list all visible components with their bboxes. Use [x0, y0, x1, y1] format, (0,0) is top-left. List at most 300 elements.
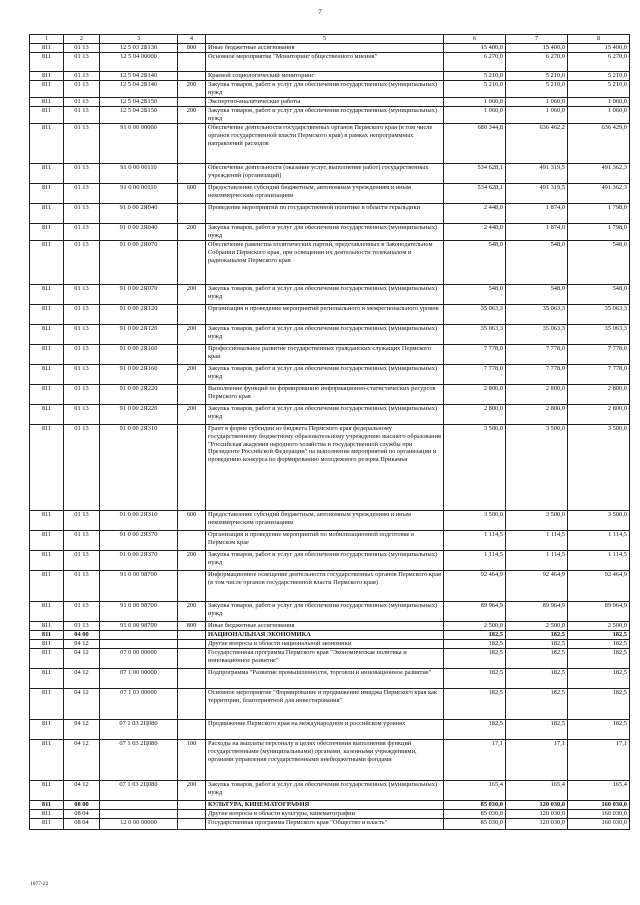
amount-year3-cell: 2 800,0	[568, 385, 630, 405]
amount-year1-cell: 2 800,0	[444, 385, 506, 405]
item-name-cell: Закупка товаров, работ и услуг для обеспечения государственных (муниципальных) нужд	[206, 224, 444, 241]
target-article-cell: 12 5 03 2Б130	[100, 44, 178, 53]
amount-year1-cell: 3 500,0	[444, 425, 506, 511]
expense-type-cell	[178, 72, 206, 81]
table-row	[30, 285, 630, 305]
column-header: 6	[444, 35, 506, 44]
amount-year2-cell: 548,0	[506, 285, 568, 305]
expense-type-cell	[178, 204, 206, 224]
item-name-cell: Закупка товаров, работ и услуг для обеспечения государственных (муниципальных) нужд	[206, 405, 444, 425]
amount-year1-cell: 165,4	[444, 781, 506, 801]
amount-year2-cell: 120 030,0	[506, 810, 568, 819]
ministry-code-cell: 811	[30, 365, 64, 385]
ministry-code-cell: 811	[30, 81, 64, 98]
expense-type-cell	[178, 669, 206, 689]
expense-type-cell	[178, 720, 206, 740]
amount-year2-cell: 35 063,3	[506, 305, 568, 325]
item-name-cell: Предоставление субсидий бюджетным, автономным учреждениям и иным некоммерческим организациям	[206, 184, 444, 204]
ministry-code-cell: 811	[30, 602, 64, 622]
expense-type-cell	[178, 241, 206, 285]
section-code-cell: 01 13	[64, 425, 100, 511]
amount-year3-cell: 35 063,3	[568, 325, 630, 345]
section-code-cell: 01 13	[64, 164, 100, 184]
target-article-cell: 91 0 00 2Я120	[100, 325, 178, 345]
page-number: 7	[318, 8, 322, 16]
amount-year2-cell: 1 874,0	[506, 204, 568, 224]
section-code-cell: 01 13	[64, 325, 100, 345]
expense-type-cell: 200	[178, 781, 206, 801]
amount-year3-cell: 2 800,0	[568, 405, 630, 425]
amount-year1-cell: 3 500,0	[444, 511, 506, 531]
ministry-code-cell: 811	[30, 425, 64, 511]
item-name-cell: Организация и проведение мероприятий регионального и межрегионального уровня	[206, 305, 444, 325]
target-article-cell: 07 1 03 2Ц080	[100, 740, 178, 781]
table-row	[30, 622, 630, 631]
amount-year2-cell: 2 500,0	[506, 622, 568, 631]
amount-year1-cell: 1 114,5	[444, 531, 506, 551]
amount-year3-cell: 3 500,0	[568, 425, 630, 511]
column-header: 5	[206, 35, 444, 44]
target-article-cell: 07 1 00 00000	[100, 669, 178, 689]
target-article-cell: 12 5 04 00000	[100, 53, 178, 72]
table-row	[30, 801, 630, 810]
ministry-code-cell: 811	[30, 531, 64, 551]
item-name-cell: Выполнение функций по формированию информационно-статистических ресурсов Пермского края	[206, 385, 444, 405]
table-row	[30, 44, 630, 53]
amount-year1-cell: 182,5	[444, 720, 506, 740]
amount-year3-cell: 5 210,0	[568, 72, 630, 81]
expense-type-cell	[178, 385, 206, 405]
amount-year1-cell: 6 270,0	[444, 53, 506, 72]
amount-year1-cell: 7 778,0	[444, 365, 506, 385]
target-article-cell: 91 0 00 2Я070	[100, 285, 178, 305]
amount-year1-cell: 15 400,0	[444, 44, 506, 53]
ministry-code-cell: 811	[30, 781, 64, 801]
ministry-code-cell: 811	[30, 44, 64, 53]
amount-year3-cell: 7 778,0	[568, 365, 630, 385]
target-article-cell: 91 0 00 00110	[100, 164, 178, 184]
amount-year2-cell: 3 500,0	[506, 511, 568, 531]
amount-year1-cell: 182,5	[444, 640, 506, 649]
amount-year2-cell: 548,0	[506, 241, 568, 285]
table-header-row	[30, 35, 630, 44]
amount-year2-cell: 120 030,0	[506, 819, 568, 830]
amount-year1-cell: 182,5	[444, 649, 506, 669]
expense-type-cell	[178, 801, 206, 810]
section-code-cell: 01 13	[64, 365, 100, 385]
amount-year3-cell: 548,0	[568, 285, 630, 305]
amount-year3-cell: 35 063,3	[568, 305, 630, 325]
section-code-cell: 01 13	[64, 184, 100, 204]
expense-type-cell	[178, 425, 206, 511]
item-name-cell: Экспертно-аналитические работы	[206, 98, 444, 107]
amount-year1-cell: 85 030,0	[444, 810, 506, 819]
amount-year1-cell: 5 210,0	[444, 81, 506, 98]
amount-year3-cell: 1 798,0	[568, 224, 630, 241]
section-code-cell: 08 04	[64, 819, 100, 830]
target-article-cell	[100, 801, 178, 810]
target-article-cell: 91 0 00 00110	[100, 184, 178, 204]
expense-type-cell: 200	[178, 325, 206, 345]
target-article-cell: 91 0 00 98700	[100, 571, 178, 602]
target-article-cell: 91 0 00 2Я120	[100, 305, 178, 325]
expense-type-cell: 100	[178, 740, 206, 781]
column-header: 8	[568, 35, 630, 44]
amount-year1-cell: 182,5	[444, 631, 506, 640]
item-name-cell: КУЛЬТУРА, КИНЕМАТОГРАФИЯ	[206, 801, 444, 810]
amount-year3-cell: 17,1	[568, 740, 630, 781]
ministry-code-cell: 811	[30, 801, 64, 810]
expense-type-cell	[178, 53, 206, 72]
expense-type-cell	[178, 631, 206, 640]
ministry-code-cell: 811	[30, 285, 64, 305]
amount-year2-cell: 3 500,0	[506, 425, 568, 511]
table-row	[30, 740, 630, 781]
amount-year1-cell: 17,1	[444, 740, 506, 781]
amount-year2-cell: 120 030,0	[506, 801, 568, 810]
amount-year2-cell: 182,5	[506, 649, 568, 669]
target-article-cell: 12 5 04 2Б140	[100, 81, 178, 98]
table-row	[30, 385, 630, 405]
table-row	[30, 72, 630, 81]
section-code-cell: 01 13	[64, 204, 100, 224]
section-code-cell: 01 13	[64, 345, 100, 365]
amount-year3-cell: 92 464,9	[568, 571, 630, 602]
item-name-cell: Краевой социологический мониторинг	[206, 72, 444, 81]
target-article-cell: 07 1 03 2Ц080	[100, 720, 178, 740]
target-article-cell: 12 0 00 00000	[100, 819, 178, 830]
table-row	[30, 602, 630, 622]
amount-year1-cell: 7 778,0	[444, 345, 506, 365]
item-name-cell: Основное мероприятие "Мониторинг общественного мнения"	[206, 53, 444, 72]
column-header: 2	[64, 35, 100, 44]
table-row	[30, 224, 630, 241]
table-row	[30, 325, 630, 345]
section-code-cell: 01 13	[64, 224, 100, 241]
target-article-cell: 91 0 00 00000	[100, 124, 178, 164]
table-row	[30, 531, 630, 551]
section-code-cell: 08 04	[64, 810, 100, 819]
amount-year1-cell: 2 500,0	[444, 622, 506, 631]
item-name-cell: Закупка товаров, работ и услуг для обеспечения государственных (муниципальных) нужд	[206, 551, 444, 571]
table-row	[30, 669, 630, 689]
ministry-code-cell: 811	[30, 405, 64, 425]
section-code-cell: 01 13	[64, 44, 100, 53]
amount-year1-cell: 5 210,0	[444, 72, 506, 81]
amount-year2-cell: 1 060,0	[506, 98, 568, 107]
amount-year1-cell: 2 800,0	[444, 405, 506, 425]
section-code-cell: 01 13	[64, 285, 100, 305]
amount-year3-cell: 636 429,0	[568, 124, 630, 164]
document-code: 1077-22	[30, 881, 49, 887]
item-name-cell: Обеспечение равенства политических партий, представленных в Законодательном Собрании Пермского края, при освещении их деятельности телеканалом и радиоканалом Пермского края	[206, 241, 444, 285]
section-code-cell: 01 13	[64, 53, 100, 72]
section-code-cell: 01 13	[64, 571, 100, 602]
expense-type-cell	[178, 124, 206, 164]
amount-year2-cell: 182,5	[506, 689, 568, 720]
amount-year3-cell: 491 362,3	[568, 184, 630, 204]
amount-year1-cell: 35 063,3	[444, 325, 506, 345]
table-row	[30, 184, 630, 204]
expense-type-cell	[178, 164, 206, 184]
target-article-cell	[100, 810, 178, 819]
target-article-cell	[100, 640, 178, 649]
amount-year2-cell: 165,4	[506, 781, 568, 801]
table-row	[30, 164, 630, 184]
table-row	[30, 345, 630, 365]
table-row	[30, 810, 630, 819]
target-article-cell: 91 0 00 2Я040	[100, 224, 178, 241]
table-row	[30, 53, 630, 72]
expense-type-cell: 200	[178, 107, 206, 124]
ministry-code-cell: 811	[30, 740, 64, 781]
ministry-code-cell: 811	[30, 241, 64, 285]
amount-year3-cell: 1 114,5	[568, 551, 630, 571]
ministry-code-cell: 811	[30, 124, 64, 164]
target-article-cell: 91 0 00 98700	[100, 622, 178, 631]
ministry-code-cell: 811	[30, 720, 64, 740]
column-header: 3	[100, 35, 178, 44]
expense-type-cell: 200	[178, 405, 206, 425]
ministry-code-cell: 811	[30, 325, 64, 345]
expense-type-cell	[178, 649, 206, 669]
section-code-cell: 01 13	[64, 405, 100, 425]
ministry-code-cell: 811	[30, 204, 64, 224]
ministry-code-cell: 811	[30, 622, 64, 631]
section-code-cell: 01 13	[64, 124, 100, 164]
ministry-code-cell: 811	[30, 551, 64, 571]
target-article-cell: 91 0 00 2Я370	[100, 531, 178, 551]
expense-type-cell	[178, 689, 206, 720]
item-name-cell: Иные бюджетные ассигнования	[206, 44, 444, 53]
amount-year2-cell: 182,5	[506, 720, 568, 740]
expense-type-cell: 600	[178, 184, 206, 204]
section-code-cell: 04 12	[64, 689, 100, 720]
amount-year1-cell: 680 344,8	[444, 124, 506, 164]
amount-year1-cell: 2 448,0	[444, 224, 506, 241]
table-row	[30, 631, 630, 640]
amount-year3-cell: 182,5	[568, 649, 630, 669]
amount-year1-cell: 534 628,1	[444, 184, 506, 204]
table-row	[30, 640, 630, 649]
target-article-cell: 91 0 00 2Я040	[100, 204, 178, 224]
section-code-cell: 01 13	[64, 305, 100, 325]
section-code-cell: 01 13	[64, 385, 100, 405]
target-article-cell: 91 0 00 2Я220	[100, 385, 178, 405]
expense-type-cell: 200	[178, 551, 206, 571]
item-name-cell: Закупка товаров, работ и услуг для обеспечения государственных (муниципальных) нужд	[206, 602, 444, 622]
amount-year1-cell: 534 628,1	[444, 164, 506, 184]
amount-year2-cell: 182,5	[506, 631, 568, 640]
ministry-code-cell: 811	[30, 107, 64, 124]
item-name-cell: Расходы на выплаты персоналу в целях обеспечения выполнения функций государственными (муниципальными) органами, казенными учреждениями, органами управления государственными внебюджетными фондами	[206, 740, 444, 781]
amount-year3-cell: 6 270,0	[568, 53, 630, 72]
amount-year1-cell: 1 114,5	[444, 551, 506, 571]
amount-year1-cell: 85 030,0	[444, 819, 506, 830]
amount-year3-cell: 89 964,9	[568, 602, 630, 622]
item-name-cell: Грант в форме субсидии из бюджета Пермского края федеральному государственному бюджетному образовательному учреждению высшего образования "Российская академия народного хозяйства и государственной службы при Президенте Российской Федерации" на выполнение мероприятий по организации и проведению конкурса по формированию молодежного резерва Прикамья	[206, 425, 444, 511]
table-row	[30, 819, 630, 830]
target-article-cell: 07 1 03 00000	[100, 689, 178, 720]
amount-year2-cell: 89 964,9	[506, 602, 568, 622]
amount-year1-cell: 548,0	[444, 241, 506, 285]
ministry-code-cell: 811	[30, 224, 64, 241]
amount-year3-cell: 1 060,0	[568, 107, 630, 124]
expense-type-cell: 200	[178, 224, 206, 241]
expense-type-cell: 600	[178, 511, 206, 531]
column-header: 4	[178, 35, 206, 44]
table-row	[30, 107, 630, 124]
item-name-cell: Закупка товаров, работ и услуг для обеспечения государственных (муниципальных) нужд	[206, 325, 444, 345]
table-row	[30, 81, 630, 98]
amount-year1-cell: 85 030,0	[444, 801, 506, 810]
ministry-code-cell: 811	[30, 649, 64, 669]
item-name-cell: Основное мероприятие "Формирование и продвижение имиджа Пермского края как территории, благоприятной для инвестирования"	[206, 689, 444, 720]
amount-year2-cell: 17,1	[506, 740, 568, 781]
amount-year2-cell: 5 210,0	[506, 72, 568, 81]
ministry-code-cell: 811	[30, 511, 64, 531]
expense-type-cell: 200	[178, 81, 206, 98]
amount-year2-cell: 1 114,5	[506, 551, 568, 571]
amount-year3-cell: 182,5	[568, 631, 630, 640]
table-row	[30, 511, 630, 531]
item-name-cell: Государственная программа Пермского края "Общество и власть"	[206, 819, 444, 830]
expense-type-cell	[178, 531, 206, 551]
section-code-cell: 04 12	[64, 720, 100, 740]
table-row	[30, 720, 630, 740]
section-code-cell: 01 13	[64, 98, 100, 107]
amount-year2-cell: 491 319,5	[506, 184, 568, 204]
expense-type-cell: 800	[178, 622, 206, 631]
table-row	[30, 781, 630, 801]
ministry-code-cell: 811	[30, 640, 64, 649]
amount-year3-cell: 160 030,0	[568, 819, 630, 830]
amount-year3-cell: 5 210,0	[568, 81, 630, 98]
expense-type-cell	[178, 640, 206, 649]
amount-year1-cell: 1 060,0	[444, 98, 506, 107]
column-header: 1	[30, 35, 64, 44]
section-code-cell: 01 13	[64, 551, 100, 571]
expense-type-cell	[178, 571, 206, 602]
amount-year2-cell: 2 800,0	[506, 385, 568, 405]
section-code-cell: 04 12	[64, 740, 100, 781]
amount-year1-cell: 182,5	[444, 689, 506, 720]
section-code-cell: 01 13	[64, 107, 100, 124]
amount-year2-cell: 1 114,5	[506, 531, 568, 551]
item-name-cell: Закупка товаров, работ и услуг для обеспечения государственных (муниципальных) нужд	[206, 107, 444, 124]
amount-year1-cell: 92 464,9	[444, 571, 506, 602]
table-row	[30, 305, 630, 325]
expense-type-cell	[178, 810, 206, 819]
target-article-cell: 91 0 00 2Я220	[100, 405, 178, 425]
target-article-cell: 07 0 00 00000	[100, 649, 178, 669]
item-name-cell: Закупка товаров, работ и услуг для обеспечения государственных (муниципальных) нужд	[206, 285, 444, 305]
table-row	[30, 365, 630, 385]
table-row	[30, 124, 630, 164]
item-name-cell: Продвижение Пермского края на международном и российском уровнях	[206, 720, 444, 740]
item-name-cell: Организация и проведение мероприятий по мобилизационной подготовке в Пермском крае	[206, 531, 444, 551]
amount-year3-cell: 548,0	[568, 241, 630, 285]
item-name-cell: Информационное освещение деятельности государственных органов Пермского края (в том числе органов государственной власти Пермского края)	[206, 571, 444, 602]
item-name-cell: Проведение мероприятий по государственной политике в области геральдики	[206, 204, 444, 224]
ministry-code-cell: 811	[30, 819, 64, 830]
section-code-cell: 01 13	[64, 241, 100, 285]
target-article-cell: 12 5 04 2Б150	[100, 107, 178, 124]
amount-year1-cell: 2 448,0	[444, 204, 506, 224]
budget-table	[29, 34, 630, 830]
ministry-code-cell: 811	[30, 345, 64, 365]
expense-type-cell	[178, 98, 206, 107]
target-article-cell: 91 0 00 2Я160	[100, 345, 178, 365]
item-name-cell: Профессиональное развитие государственных гражданских служащих Пермского края	[206, 345, 444, 365]
ministry-code-cell: 811	[30, 385, 64, 405]
table-row	[30, 425, 630, 511]
target-article-cell: 91 0 00 2Я160	[100, 365, 178, 385]
item-name-cell: Закупка товаров, работ и услуг для обеспечения государственных (муниципальных) нужд	[206, 365, 444, 385]
ministry-code-cell: 811	[30, 689, 64, 720]
amount-year2-cell: 491 319,5	[506, 164, 568, 184]
section-code-cell: 04 12	[64, 669, 100, 689]
section-code-cell: 04 12	[64, 781, 100, 801]
ministry-code-cell: 811	[30, 164, 64, 184]
table-row	[30, 649, 630, 669]
target-article-cell: 12 5 04 2Б140	[100, 72, 178, 81]
amount-year2-cell: 7 778,0	[506, 365, 568, 385]
amount-year3-cell: 1 114,5	[568, 531, 630, 551]
amount-year1-cell: 1 060,0	[444, 107, 506, 124]
amount-year2-cell: 2 800,0	[506, 405, 568, 425]
target-article-cell: 91 0 00 2Я310	[100, 425, 178, 511]
amount-year1-cell: 89 964,9	[444, 602, 506, 622]
amount-year3-cell: 182,5	[568, 720, 630, 740]
section-code-cell: 08 00	[64, 801, 100, 810]
amount-year3-cell: 7 778,0	[568, 345, 630, 365]
target-article-cell: 91 0 00 2Я070	[100, 241, 178, 285]
target-article-cell: 07 1 03 2Ц080	[100, 781, 178, 801]
table-row	[30, 241, 630, 285]
table-row	[30, 571, 630, 602]
section-code-cell: 01 13	[64, 72, 100, 81]
ministry-code-cell: 811	[30, 305, 64, 325]
table-row	[30, 98, 630, 107]
amount-year3-cell: 160 030,0	[568, 801, 630, 810]
item-name-cell: Обеспечение деятельности государственных органов Пермского края (в том числе органов государственной власти Пермского края) в рамках непрограммных направлений расходов	[206, 124, 444, 164]
item-name-cell: Другие вопросы в области национальной экономики	[206, 640, 444, 649]
amount-year3-cell: 3 500,0	[568, 511, 630, 531]
expense-type-cell: 200	[178, 365, 206, 385]
ministry-code-cell: 811	[30, 631, 64, 640]
amount-year2-cell: 7 778,0	[506, 345, 568, 365]
table-row	[30, 551, 630, 571]
target-article-cell: 12 5 04 2Б150	[100, 98, 178, 107]
amount-year3-cell: 2 500,0	[568, 622, 630, 631]
amount-year2-cell: 5 210,0	[506, 81, 568, 98]
amount-year2-cell: 35 063,3	[506, 325, 568, 345]
ministry-code-cell: 811	[30, 810, 64, 819]
amount-year3-cell: 15 400,0	[568, 44, 630, 53]
amount-year2-cell: 636 462,2	[506, 124, 568, 164]
section-code-cell: 01 13	[64, 81, 100, 98]
amount-year2-cell: 1 874,0	[506, 224, 568, 241]
amount-year3-cell: 1 060,0	[568, 98, 630, 107]
column-header: 7	[506, 35, 568, 44]
amount-year1-cell: 548,0	[444, 285, 506, 305]
amount-year2-cell: 92 464,9	[506, 571, 568, 602]
expense-type-cell	[178, 345, 206, 365]
ministry-code-cell: 811	[30, 72, 64, 81]
table-body	[30, 44, 630, 830]
table-row	[30, 689, 630, 720]
